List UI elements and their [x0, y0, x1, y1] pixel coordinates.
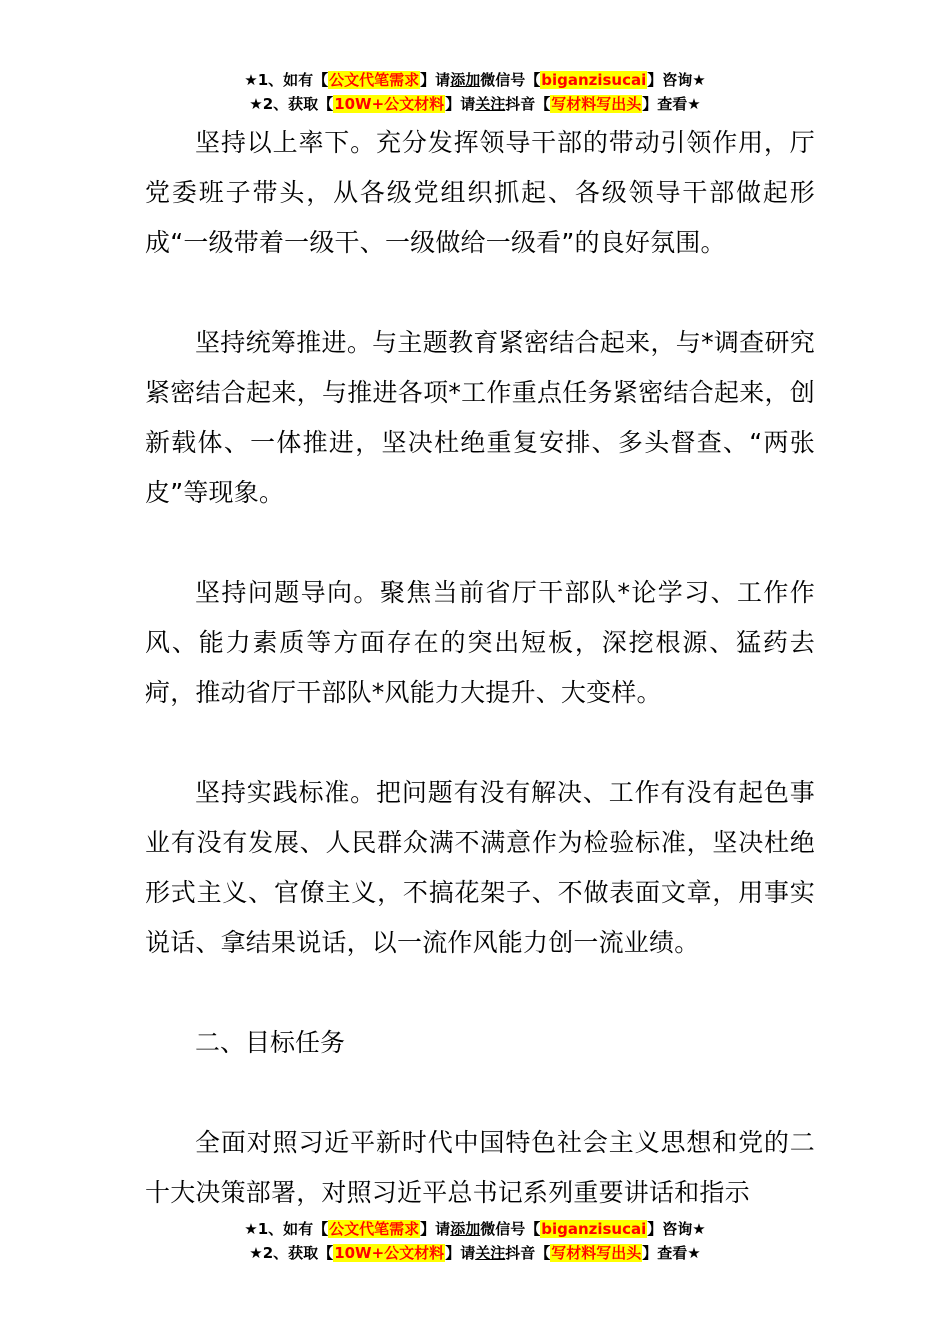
banner-line-1: ★1、如有【公文代笔需求】请添加微信号【biganzisucai】咨询★	[244, 1220, 706, 1238]
banner-highlight: 10W+公文材料	[334, 1244, 445, 1262]
banner-line-2: ★2、获取【10W+公文材料】请关注抖音【写材料写出头】查看★	[249, 95, 701, 113]
header-banner	[0, 68, 950, 116]
banner-line-2: ★2、获取【10W+公文材料】请关注抖音【写材料写出头】查看★	[249, 1244, 701, 1262]
banner-highlight: 10W+公文材料	[334, 95, 445, 113]
paragraph: 坚持实践标准。把问题有没有解决、工作有没有起色事业有没有发展、人民群众满不满意作为检验标准，坚决杜绝形式主义、官僚主义，不搞花架子、不做表面文章，用事实说话、拿结果说话，以一流作风能力创一流业绩。	[145, 778, 815, 957]
banner-douyin-id: 写材料写出头	[551, 95, 642, 113]
banner-line-1: ★1、如有【公文代笔需求】请添加微信号【biganzisucai】咨询★	[244, 71, 706, 89]
paragraph: 坚持以上率下。充分发挥领导干部的带动引领作用，厅党委班子带头，从各级党组织抓起、各级领导干部做起形成“一级带着一级干、一级做给一级看”的良好氛围。	[145, 128, 815, 257]
banner-highlight: 公文代笔需求	[329, 71, 420, 89]
banner-highlight: 公文代笔需求	[329, 1220, 420, 1238]
footer-banner	[0, 1217, 950, 1265]
document-body	[145, 118, 815, 1268]
paragraph: 坚持问题导向。聚焦当前省厅干部队*论学习、工作作风、能力素质等方面存在的突出短板，深挖根源、猛药去疴，推动省厅干部队*风能力大提升、大变样。	[145, 578, 815, 707]
banner-wechat-id: biganzisucai	[541, 71, 647, 89]
paragraph: 全面对照习近平新时代中国特色社会主义思想和党的二十大决策部署，对照习近平总书记系列重要讲话和指示	[145, 1128, 815, 1207]
section-heading: 二、目标任务	[195, 1028, 346, 1057]
banner-douyin-id: 写材料写出头	[551, 1244, 642, 1262]
paragraph: 坚持统筹推进。与主题教育紧密结合起来，与*调查研究紧密结合起来，与推进各项*工作重点任务紧密结合起来，创新载体、一体推进，坚决杜绝重复安排、多头督查、“两张皮”等现象。	[145, 328, 815, 507]
banner-wechat-id: biganzisucai	[541, 1220, 647, 1238]
